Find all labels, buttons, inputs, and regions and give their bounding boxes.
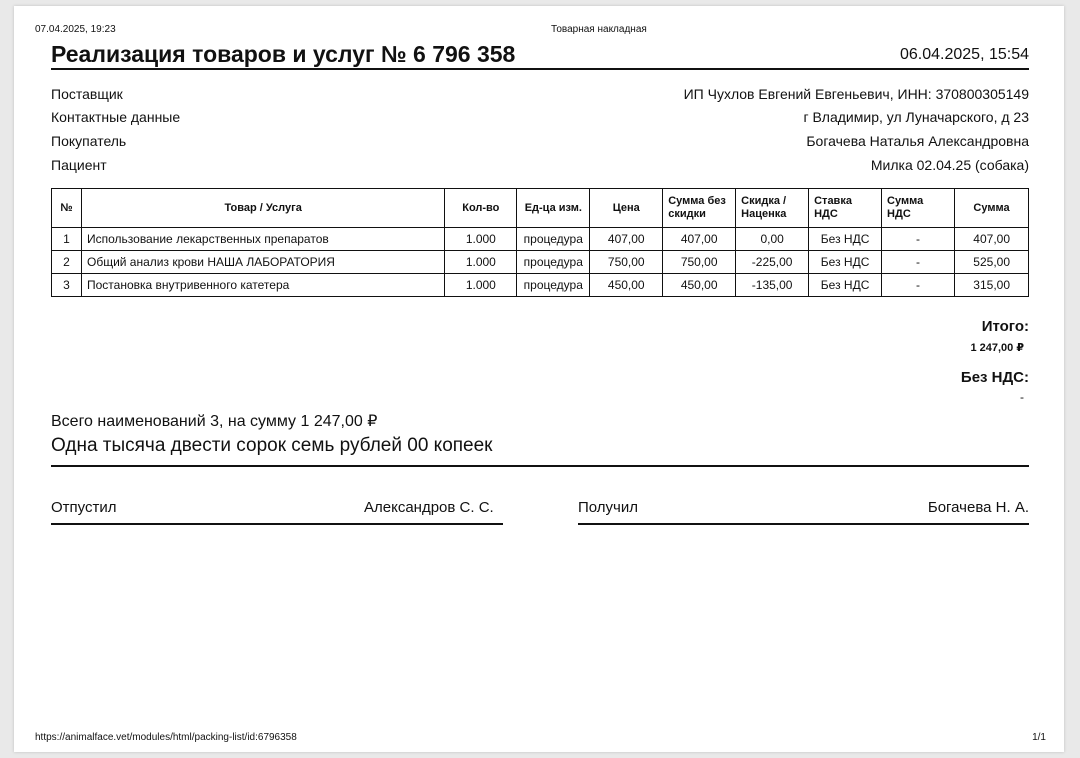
cell-item: Использование лекарственных препаратов [81,228,444,251]
cell-n: 1 [52,228,82,251]
col-header-vat-sum: Сумма НДС [882,189,955,228]
total-label: Итого: [981,318,1029,335]
patient-label: Пациент [51,157,107,173]
received-name: Богачева Н. А. [927,499,1029,516]
patient-value: Милка 02.04.25 (собака) [870,157,1029,173]
cell-unit: процедура [517,274,590,297]
col-header-discount: Скидка / Наценка [736,189,809,228]
buyer-label: Покупатель [51,133,127,149]
cell-price: 750,00 [590,251,663,274]
cell-discount: -225,00 [736,251,809,274]
received-signature-line [578,523,1029,525]
col-header-total: Сумма [954,189,1028,228]
cell-vat-sum: - [882,274,955,297]
cell-sum-no-discount: 750,00 [663,251,736,274]
page-title: Реализация товаров и услуг № 6 796 358 [51,41,516,67]
received-label: Получил [578,499,638,516]
cell-discount: 0,00 [736,228,809,251]
col-header-vat-rate: Ставка НДС [809,189,882,228]
cell-unit: процедура [517,251,590,274]
footer-url: https://animalface.vet/modules/html/packing-list/id:6796358 [35,732,297,743]
cell-vat-rate: Без НДС [809,251,882,274]
col-header-price: Цена [590,189,663,228]
cell-total: 315,00 [954,274,1028,297]
vat-label: Без НДС: [960,369,1029,386]
supplier-label: Поставщик [51,86,123,102]
contacts-value: г Владимир, ул Луначарского, д 23 [803,109,1029,125]
print-datetime: 07.04.2025, 19:23 [35,24,116,35]
cell-total: 407,00 [954,228,1028,251]
cell-item: Постановка внутривенного катетера [81,274,444,297]
summary-divider [51,465,1029,467]
vat-value: - [1020,390,1024,404]
contacts-label: Контактные данные [51,109,181,125]
sum-in-words: Одна тысяча двести сорок семь рублей 00 копеек [51,435,493,456]
col-header-unit: Ед-ца изм. [517,189,590,228]
cell-qty: 1.000 [445,228,517,251]
cell-vat-rate: Без НДС [809,274,882,297]
cell-item: Общий анализ крови НАША ЛАБОРАТОРИЯ [81,251,444,274]
table-header-row [52,189,1029,228]
cell-n: 3 [52,274,82,297]
doc-type: Товарная накладная [551,24,647,35]
cell-qty: 1.000 [445,274,517,297]
cell-price: 407,00 [590,228,663,251]
released-label: Отпустил [51,499,117,516]
col-header-n: № [52,189,82,228]
buyer-value: Богачева Наталья Александровна [806,133,1029,149]
released-signature-line [51,523,503,525]
total-value: 1 247,00 ₽ [970,342,1024,354]
items-count-summary: Всего наименований 3, на сумму 1 247,00 ₽ [51,413,378,430]
table-row [52,228,1029,251]
document-page [14,6,1064,752]
released-name: Александров С. С. [364,499,494,516]
cell-unit: процедура [517,228,590,251]
supplier-value: ИП Чухлов Евгений Евгеньевич, ИНН: 370800305149 [683,86,1029,102]
doc-datetime: 06.04.2025, 15:54 [899,46,1029,63]
title-divider [51,68,1029,70]
cell-n: 2 [52,251,82,274]
cell-qty: 1.000 [445,251,517,274]
page-number: 1/1 [1032,732,1046,743]
cell-discount: -135,00 [736,274,809,297]
cell-total: 525,00 [954,251,1028,274]
cell-vat-sum: - [882,228,955,251]
col-header-item: Товар / Услуга [81,189,444,228]
cell-vat-sum: - [882,251,955,274]
cell-price: 450,00 [590,274,663,297]
cell-sum-no-discount: 450,00 [663,274,736,297]
items-table [51,188,1029,297]
table-row [52,251,1029,274]
cell-vat-rate: Без НДС [809,228,882,251]
col-header-sum-no-discount: Сумма без скидки [663,189,736,228]
table-row [52,274,1029,297]
col-header-qty: Кол-во [445,189,517,228]
cell-sum-no-discount: 407,00 [663,228,736,251]
